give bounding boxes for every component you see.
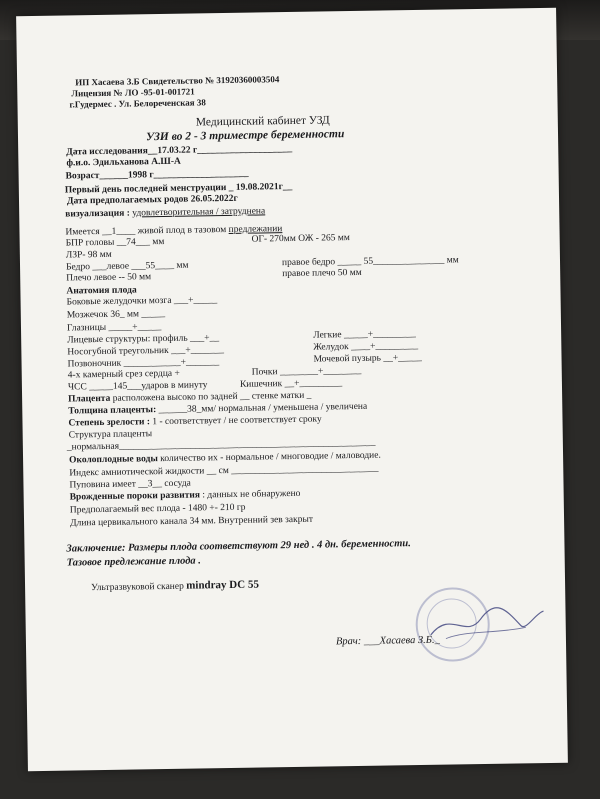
visualization-row — [65, 206, 265, 220]
patient-name: ф.и.о. Эдильханова А.Ш-А — [66, 156, 181, 169]
exam-title: УЗИ во 2 - 3 триместре беременности — [145, 128, 345, 144]
bladder: Мочевой пузырь __+_____ — [313, 352, 422, 365]
orbits: Глазницы _____+_____ — [66, 322, 162, 334]
placenta-structure-value: _нормальная______________________________________________________ — [66, 437, 376, 453]
cerebellum: Мозжечок 36_ мм _____ — [66, 308, 166, 321]
placenta-label: Плацента — [68, 393, 111, 405]
lateral-ventricles: Боковые желудочки мозга ___+_____ — [66, 295, 218, 308]
circumference-measurements: ОГ- 270мм ОЖ - 265 мм — [251, 233, 350, 245]
anatomy-heading: Анатомия плода — [66, 285, 137, 297]
visualization-value: удовлетворительная / затруднена — [132, 206, 266, 219]
spine: Позвоночник ____________+_______ — [67, 357, 220, 370]
live-fetus-row — [65, 224, 282, 238]
bowel: Кишечник __+_________ — [239, 378, 343, 390]
facial-structures: Лицевые структуры: профиль ___+__ — [67, 333, 220, 346]
ultrasound-report-sheet — [16, 8, 568, 771]
lungs: Легкие _____+_________ — [313, 329, 416, 341]
last-menstruation-date: Первый день последней менструации _ 19.08.2021г__ — [64, 181, 293, 196]
amniotic-fluid-index: Индекс амниотической жидкости __ см _______________________________ — [69, 463, 379, 479]
amniotic-fluid-label: Околоплодные воды — [69, 454, 158, 466]
conclusion-line1: Заключение: Размеры плода соответствуют 29 нед . 4 дн. беременности. — [66, 538, 411, 555]
amniotic-fluid-text: количество их - нормальное / многоводие / маловодие. — [160, 450, 381, 465]
due-date: Дата предполагаемых родов 26.05.2022г — [66, 193, 238, 207]
presentation-text: предлежании — [228, 224, 283, 235]
scanner-model: mindray DC 55 — [186, 578, 259, 592]
cervical-length: Длина цервикального канала 34 мм. Внутренний зев закрыт — [69, 514, 314, 529]
scanner-label: Ультразвуковой сканер — [91, 581, 184, 594]
femur-left: Бедро ___левое ___55____ мм — [65, 260, 189, 273]
conclusion-line2: Тазовое предлежание плода . — [66, 555, 201, 569]
femur-right: правое бедро _____ 55_______________ мм — [281, 255, 459, 269]
congenital-defects-label: Врожденные пороки развития — [69, 490, 201, 503]
stomach: Желудок ____+_________ — [313, 341, 419, 353]
placenta-thickness: ______38_мм/ нормальная / уменьшена / увеличена — [158, 401, 368, 416]
cabinet-title: Медицинский кабинет УЗД — [195, 114, 330, 129]
header-address: г.Гудермес . Ул. Белореченская 38 — [69, 97, 206, 110]
bpd-measurement: БПР головы __74___ мм — [65, 236, 165, 249]
humerus-right: правое плечо 50 мм — [282, 267, 362, 280]
header-license: Лицензия № ЛО -95-01-001721 — [71, 86, 195, 99]
congenital-defects-text: : данных не обнаружено — [202, 488, 301, 501]
header-certificate: ИП Хасаева З.Б Свидетельство № 31920360003504 — [75, 74, 280, 88]
live-fetus-text: Имеется __1____ живой плод в тазовом — [65, 225, 227, 238]
umbilical-cord: Пуповина имеет __3__ сосуда — [69, 478, 191, 491]
nasolabial-triangle: Носогубной треугольник ___+_______ — [67, 345, 225, 358]
kidneys: Почки ________+________ — [251, 365, 362, 378]
ofd-measurement: ЛЗР- 98 мм — [65, 249, 112, 261]
scanner-row — [91, 580, 259, 595]
placenta-thickness-label: Толщина плаценты: — [68, 405, 157, 417]
doctor-signature — [425, 603, 546, 645]
humerus-left: Плечо левое -- 50 мм — [66, 272, 152, 284]
placenta-maturity: 1 - соответствует / не соответствует сроку — [152, 414, 322, 428]
exam-date: Дата исследования__17.03.22 г____________________ — [66, 143, 293, 158]
heart-rate: ЧСС _____145___ударов в минуту — [67, 380, 208, 393]
congenital-defects-row — [70, 489, 301, 504]
estimated-weight: Предполагаемый вес плода - 1480 +- 210 гр — [69, 502, 246, 516]
patient-age: Возраст______1998 г____________________ — [65, 168, 249, 182]
placenta-maturity-label: Степень зрелости : — [68, 417, 151, 429]
visualization-label: визуализация : — [65, 208, 130, 220]
doctor-name: Врач: ___Хасаева З.Б._ — [335, 634, 440, 648]
placenta-structure-label: Структура плаценты — [68, 429, 153, 441]
four-chamber-heart: 4-х камерный срез сердца + — [67, 368, 180, 381]
placenta-location: расположена высоко по задней __ стенке матки _ — [112, 390, 312, 404]
